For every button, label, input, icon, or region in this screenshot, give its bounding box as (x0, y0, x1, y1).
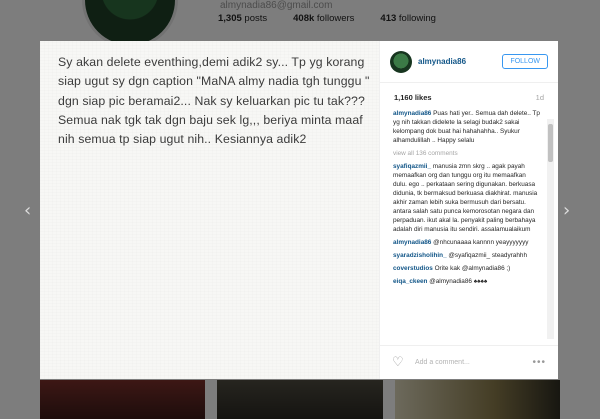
next-arrow-icon[interactable]: › (563, 200, 571, 221)
post-username[interactable]: almynadia86 (418, 57, 467, 66)
comment-username[interactable]: almynadia86 (393, 239, 432, 246)
list-item (393, 238, 541, 247)
comment-text: manusia zmn skrg .. agak payah memaafkan org dan tunggu org itu memaafkan dulu. ego .. perkataan sering digunakan. berkuasa didunia, tk bermaksud berkuasa diakhirat. manusia akhir zaman lebih suka bermusuh dari bersatu. antara salah satu punca kemorosotan negara dan perpaduan. ikut akal la. penyakit paling berbahaya adalah diri manusia itu sendiri. assalamualaikum (393, 163, 538, 233)
comment-username[interactable]: syaradzisholihin_ (393, 252, 447, 259)
post-sidebar (379, 41, 558, 379)
post-header (380, 41, 558, 83)
heart-icon[interactable]: ♡ (392, 355, 404, 370)
comment-username[interactable]: eiqa_ckeen (393, 278, 428, 285)
list-item (393, 264, 541, 273)
comment-text: @syafiqazmii_ steadyrahhh (448, 252, 528, 259)
post-image-text: Sy akan delete eventhing,demi adik2 sy... Tp yg korang siap ugut sy dgn caption "MaNA almy nadia tgh tunggu " dgn siap pic beramai2... Nak sy keluarkan pic tu tak??? Semua nak tgk tak dgn baju sek lg,,, beriya minta maaf nih semua tp siap ugut nih.. Kesiannya adik2 (58, 55, 370, 147)
comment-text: @almynadia86 ♠♠♠♠ (429, 278, 488, 285)
follow-button[interactable]: FOLLOW (502, 54, 548, 69)
previous-arrow-icon[interactable]: ‹ (24, 200, 32, 221)
comment-username[interactable]: syafiqazmii_ (393, 163, 432, 170)
list-item (393, 162, 541, 234)
comments-scrollbar[interactable] (547, 119, 554, 339)
post-modal (40, 41, 558, 379)
add-comment-input[interactable]: Add a comment... (415, 359, 470, 366)
likes-count[interactable]: 1,160 likes (394, 93, 432, 102)
list-item (393, 277, 541, 286)
scrollbar-thumb[interactable] (548, 124, 553, 162)
comment-username[interactable]: coverstudios (393, 265, 433, 272)
comment-text: Puas hati yer.. Semua dah delete.. Tp yg nih takkan didelete la selagi budak2 sakai kelompang dok buat hai hahahahha.. Syukur alhamdulillah .. Happy selalu (393, 110, 540, 144)
list-item (393, 109, 541, 145)
list-item (393, 251, 541, 260)
post-image[interactable] (40, 41, 379, 379)
comment-username[interactable]: almynadia86 (393, 110, 432, 117)
more-options-icon[interactable]: ••• (532, 357, 546, 368)
likes-row (394, 93, 544, 102)
comments-list (393, 109, 541, 343)
comment-text: @nhcunaaaa kannnn yeayyyyyyy (433, 239, 529, 246)
post-age: 1d (535, 93, 544, 102)
comment-bar (380, 345, 558, 379)
avatar[interactable] (390, 51, 412, 73)
view-all-comments-link[interactable]: view all 136 comments (393, 150, 458, 157)
comment-text: Orite kak @almynadia86 ;) (434, 265, 511, 272)
